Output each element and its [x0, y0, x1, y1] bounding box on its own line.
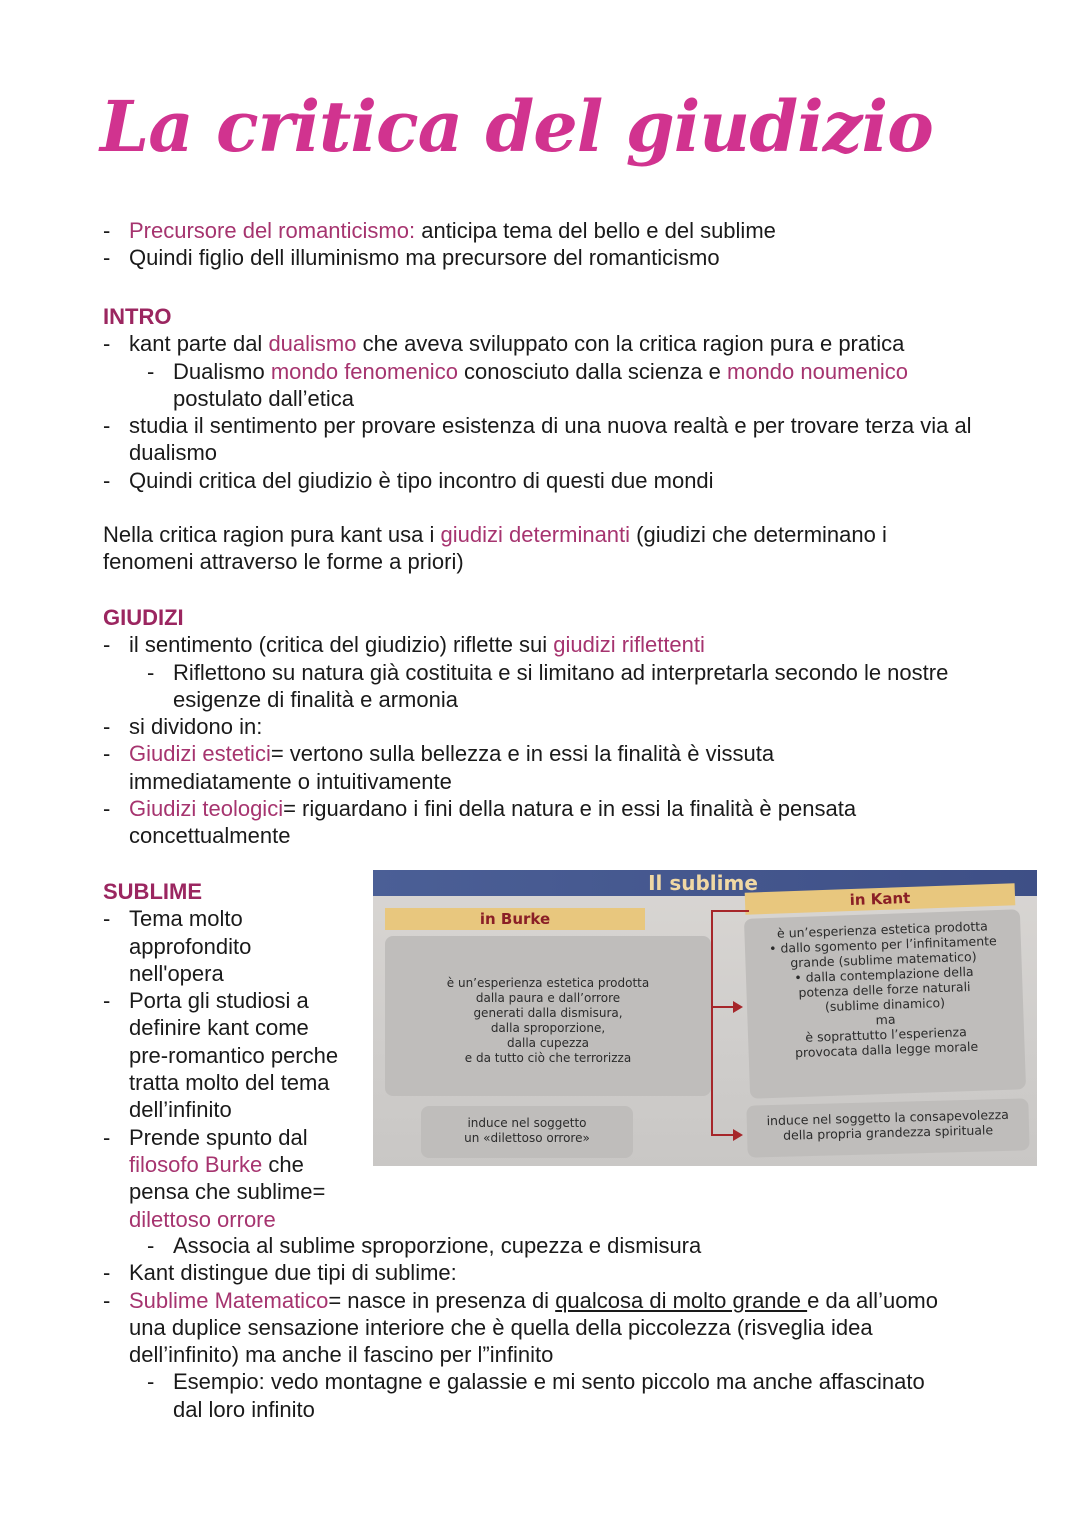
list-subitem: - Associa al sublime sproporzione, cupezza e dismisura: [103, 1232, 983, 1259]
list-subitem: - Esempio: vedo montagne e galassie e mi sento piccolo ma anche affascinato dal loro infinito: [103, 1368, 953, 1423]
section-heading: INTRO: [103, 304, 172, 329]
connector-line: [711, 1006, 735, 1008]
burke-definition-box: è un’esperienza estetica prodotta dalla paura e dall’orrore generati dalla dismisura, dalla sproporzione, dalla cupezza e da tutto ciò che terrorizza: [385, 936, 711, 1096]
intro-list: [103, 217, 983, 272]
list-item: - Sublime Matematico= nasce in presenza di qualcosa di molto grande e da all’uomo una duplice sensazione interiore che è quella della piccolezza (risveglia idea dell’infinito) ma anche il fascino per l”infinito: [103, 1287, 979, 1369]
page-title: La critica del giudizio: [100, 85, 933, 168]
burke-tab: in Burke: [385, 908, 645, 930]
list-item: - Precursore del romanticismo: anticipa tema del bello e del sublime: [103, 217, 983, 244]
intro-items: [103, 330, 983, 494]
section-intro: [103, 303, 983, 494]
list-subitem: - Riflettono su natura già costituita e si limitano ad interpretarla secondo le nostre esigenze di finalità e armonia: [103, 659, 983, 714]
sublime-diagram-photo: [373, 870, 1037, 1166]
list-item: - Kant distingue due tipi di sublime:: [103, 1259, 983, 1286]
kant-definition-box: è un’esperienza estetica prodotta • dallo sgomento per l’infinitamente grande (sublime matematico) • dalla contemplazione della potenza delle forze naturali (sublime dinamico) ma è soprattutto l’esperienza provocata dalla legge morale: [744, 909, 1026, 1099]
connector-line: [711, 910, 749, 912]
sublime-items-continued: [103, 1232, 983, 1423]
list-item: - Prende spunto dal filosofo Burke che pensa che sublime= dilettoso orrore: [103, 1124, 351, 1233]
list-item: - Quindi figlio dell illuminismo ma precursore del romanticismo: [103, 244, 983, 271]
arrow-icon: [733, 1129, 743, 1141]
section-heading: GIUDIZI: [103, 605, 184, 630]
list-item: - Quindi critica del giudizio è tipo incontro di questi due mondi: [103, 467, 983, 494]
section-giudizi: [103, 604, 983, 850]
kant-tab: in Kant: [745, 883, 1016, 914]
connector-line: [711, 1134, 735, 1136]
section-sublime: [103, 878, 363, 1233]
list-item: - studia il sentimento per provare esistenza di una nuova realtà e per trovare terza via al dualismo: [103, 412, 983, 467]
giudizi-items: [103, 631, 983, 849]
list-subitem: - Dualismo mondo fenomenico conosciuto dalla scienza e mondo noumenico postulato dall’etica: [103, 358, 983, 413]
kant-result-box: induce nel soggetto la consapevolezza della propria grandezza spirituale: [746, 1098, 1029, 1157]
diagram-title: Il sublime: [648, 871, 758, 895]
list-item: - si dividono in:: [103, 713, 983, 740]
list-item: - Porta gli studiosi a definire kant come pre-romantico perche tratta molto del tema dell’infinito: [103, 987, 349, 1123]
list-item: - Giudizi estetici= vertono sulla bellezza e in essi la finalità è vissuta immediatamente o intuitivamente: [103, 740, 829, 795]
list-item: - il sentimento (critica del giudizio) riflette sui giudizi riflettenti: [103, 631, 983, 658]
sublime-items: [103, 905, 363, 1233]
arrow-icon: [733, 1001, 743, 1013]
list-item: - Tema molto approfondito nell'opera: [103, 905, 269, 987]
burke-result-box: induce nel soggetto un «dilettoso orrore»: [421, 1106, 633, 1158]
accent-text: Precursore del romanticismo:: [129, 218, 416, 243]
paragraph-giudizi-determinanti: Nella critica ragion pura kant usa i giudizi determinanti (giudizi che determinano i fenomeni attraverso le forme a priori): [103, 522, 887, 575]
section-heading: SUBLIME: [103, 879, 202, 904]
connector-line: [711, 910, 713, 1136]
list-item: - Giudizi teologici= riguardano i fini della natura e in essi la finalità è pensata concettualmente: [103, 795, 939, 850]
list-item: - kant parte dal dualismo che aveva sviluppato con la critica ragion pura e pratica: [103, 330, 983, 357]
